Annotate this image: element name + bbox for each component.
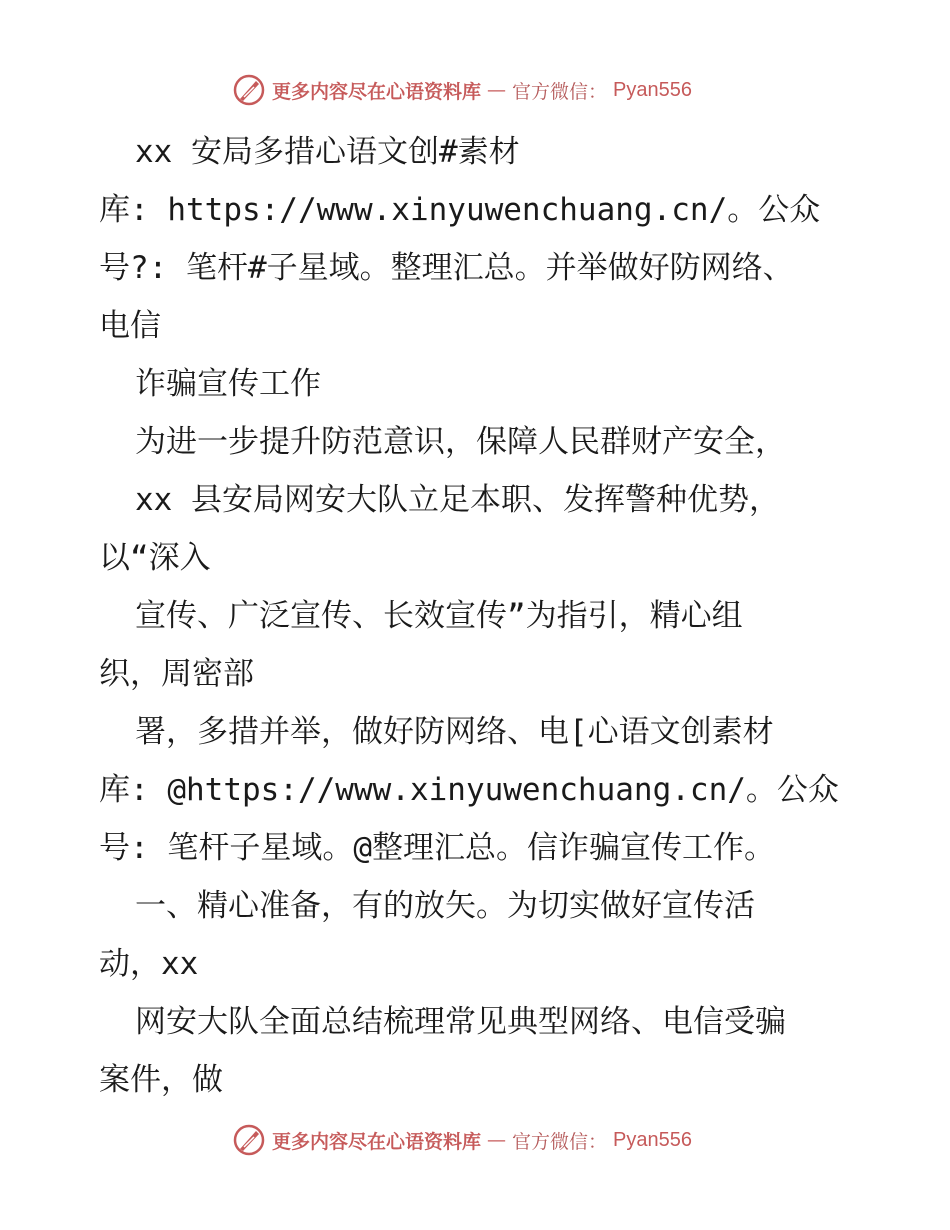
- text-line: 库: @https://www.xinyuwenchuang.cn/。公众: [99, 772, 839, 808]
- text-line: 织，周密部: [99, 656, 254, 692]
- text-line: 库: https://www.xinyuwenchuang.cn/。公众: [99, 192, 821, 228]
- wechat-label: 官方微信：: [512, 80, 608, 103]
- text-line: 为进一步提升防范意识，保障人民群财产安全，: [135, 424, 786, 460]
- quill-logo-icon: [232, 1123, 266, 1157]
- text-line: 动，xx: [99, 946, 199, 982]
- text-line: 电信: [99, 308, 161, 344]
- text-line: 诈骗宣传工作: [135, 366, 321, 402]
- text-line: 网安大队全面总结梳理常见典型网络、电信受骗: [135, 1004, 786, 1040]
- promo-text: 更多内容尽在心语资料库: [272, 1130, 482, 1153]
- text-line: 署，多措并举，做好防网络、电[心语文创素材: [135, 714, 774, 750]
- promo-text: 更多内容尽在心语资料库: [272, 80, 482, 103]
- quill-logo-icon: [232, 73, 266, 107]
- text-line: 号: 笔杆子星域。@整理汇总。信诈骗宣传工作。: [99, 830, 775, 866]
- text-line: 一、精心准备，有的放矢。为切实做好宣传活: [135, 888, 755, 924]
- wechat-id: Pyan556: [613, 1128, 692, 1151]
- wechat-id: Pyan556: [613, 78, 692, 101]
- text-line: 以“深入: [99, 540, 211, 576]
- wechat-label: 官方微信：: [512, 1130, 608, 1153]
- separator: —: [487, 1129, 507, 1151]
- header-watermark: [232, 72, 692, 108]
- separator: —: [487, 79, 507, 101]
- text-line: xx 安局多措心语文创#素材: [135, 134, 520, 170]
- text-line: 案件，做: [99, 1062, 223, 1098]
- text-line: 号?: 笔杆#子星域。整理汇总。并举做好防网络、: [99, 250, 794, 286]
- text-line: 宣传、广泛宣传、长效宣传”为指引，精心组: [135, 598, 743, 634]
- document-body: [99, 123, 899, 1109]
- text-line: xx 县安局网安大队立足本职、发挥警种优势，: [135, 482, 780, 518]
- footer-watermark: [232, 1122, 692, 1158]
